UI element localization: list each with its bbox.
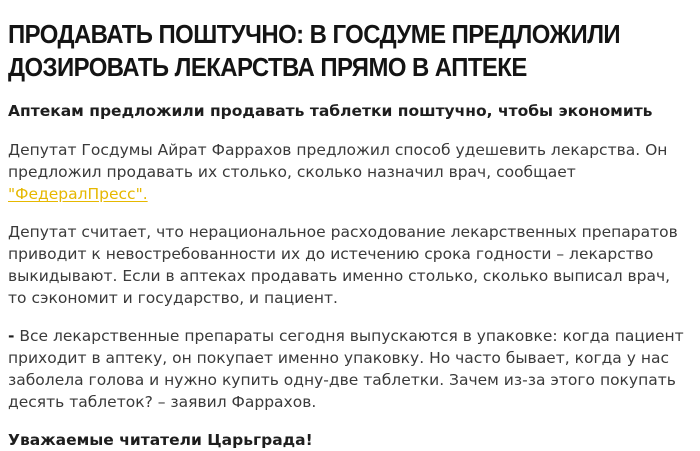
paragraph-source-text: Депутат Госдумы Айрат Фаррахов предложил способ удешевить лекарства. Он предложил продавать их столько, сколько назначил врач, сообщает bbox=[8, 141, 668, 181]
quote-dash: - bbox=[8, 327, 15, 345]
paragraph-quote bbox=[8, 325, 688, 413]
quote-text: Все лекарственные препараты сегодня выпускаются в упаковке: когда пациент приходит в аптеку, он покупает именно упаковку. Но часто бывает, когда у нас заболела голова и нужно купить одну-две таблетки. Зачем из-за этого покупать десять таблеток? – заявил Фаррахов. bbox=[8, 327, 684, 411]
article bbox=[8, 0, 688, 451]
closing-appeal: Уважаемые читатели Царьграда! bbox=[8, 431, 313, 449]
article-lead: Аптекам предложили продавать таблетки поштучно, чтобы экономить bbox=[8, 102, 653, 120]
source-link-federalpress[interactable]: "ФедералПресс". bbox=[8, 185, 148, 203]
paragraph-source bbox=[8, 139, 688, 205]
paragraph-opinion: Депутат считает, что нерациональное расходование лекарственных препаратов приводит к невостребованности их до истечению срока годности – лекарство выкидывают. Если в аптеках продавать именно столько, сколько выписал врач, то сэкономит и государство, и пациент. bbox=[8, 223, 678, 307]
article-headline: ПРОДАВАТЬ ПОШТУЧНО: В ГОСДУМЕ ПРЕДЛОЖИЛИ ДОЗИРОВАТЬ ЛЕКАРСТВА ПРЯМО В АПТЕКЕ bbox=[8, 19, 621, 82]
